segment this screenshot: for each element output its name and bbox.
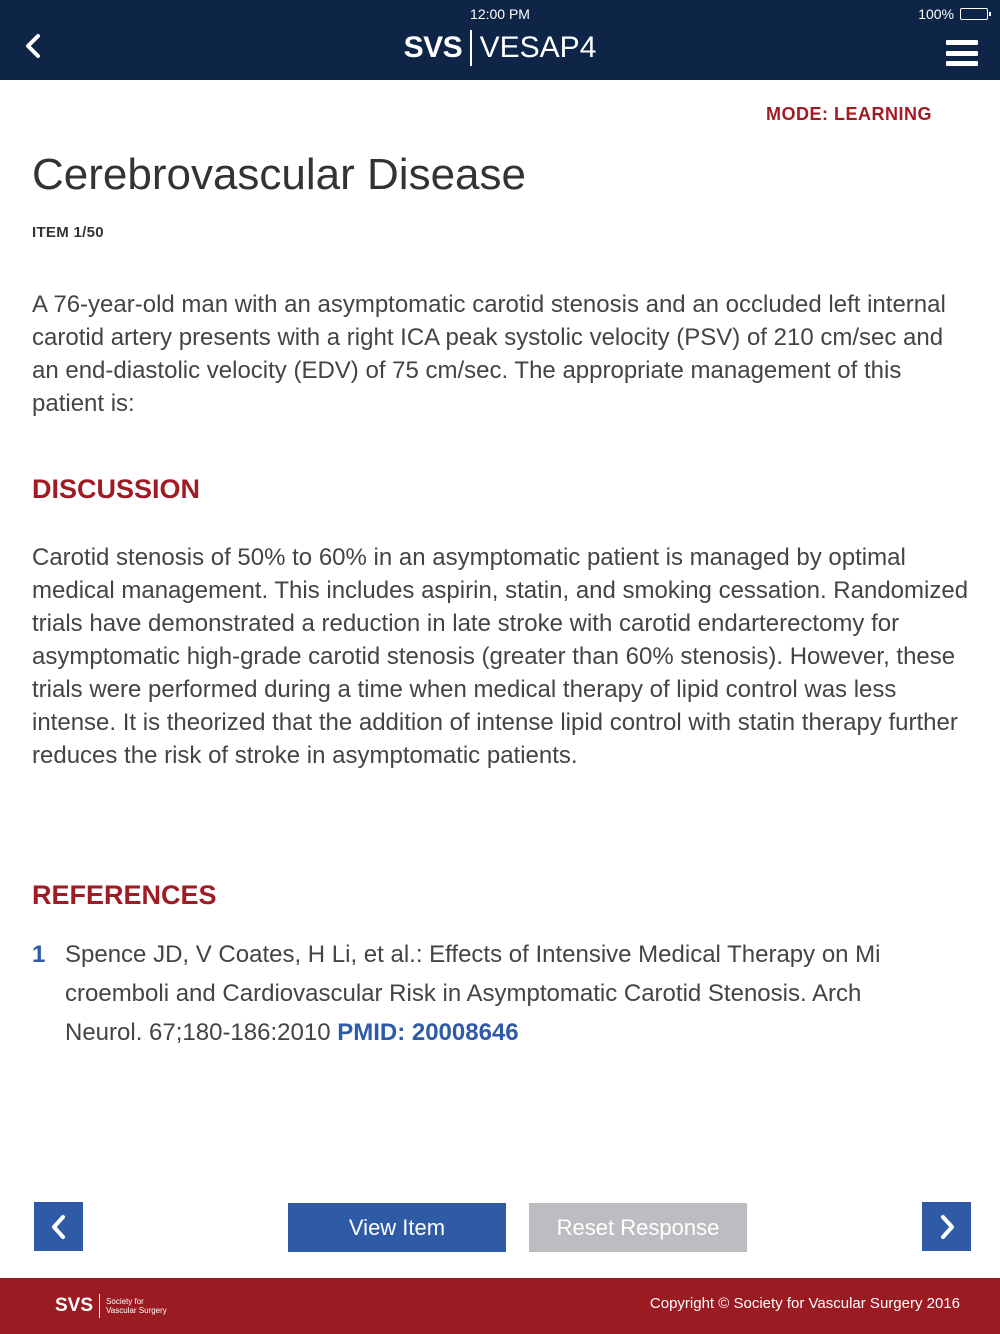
chevron-right-icon bbox=[936, 1214, 958, 1240]
question-text: A 76-year-old man with an asymptomatic carotid stenosis and an occluded left internal carotid artery presents with a right ICA peak systolic velocity (PSV) of 210 cm/sec and an end-diastolic velocity (EDV) of 75 cm/sec. The appropriate management of this patient is: bbox=[32, 291, 946, 417]
svs-logo bbox=[55, 1294, 167, 1318]
reference-number: 1 bbox=[32, 941, 46, 968]
status-battery bbox=[918, 6, 988, 22]
previous-item-button[interactable] bbox=[34, 1202, 83, 1251]
footer-logo-svs: SVS bbox=[55, 1295, 94, 1316]
menu-bar bbox=[946, 51, 978, 56]
references-heading: REFERENCES bbox=[32, 880, 217, 910]
mode-indicator: MODE: LEARNING bbox=[766, 104, 932, 124]
brand-app-name: VESAP4 bbox=[479, 31, 597, 64]
view-item-button[interactable]: View Item bbox=[288, 1203, 506, 1252]
reference-item bbox=[32, 935, 952, 1052]
brand-svs: SVS bbox=[403, 31, 463, 64]
chevron-left-icon bbox=[48, 1214, 70, 1240]
hamburger-menu-icon[interactable] bbox=[946, 40, 978, 66]
item-counter: ITEM 1/50 bbox=[32, 224, 104, 241]
reference-text bbox=[65, 935, 945, 1052]
brand-divider bbox=[470, 30, 472, 66]
footer-logo-line2: Vascular Surgery bbox=[106, 1306, 167, 1315]
top-navigation-bar bbox=[0, 0, 1000, 80]
footer-bar bbox=[0, 1278, 1000, 1334]
next-item-button[interactable] bbox=[922, 1202, 971, 1251]
footer-logo-divider bbox=[99, 1294, 100, 1318]
pmid-link[interactable]: PMID: 20008646 bbox=[337, 1019, 519, 1046]
menu-bar bbox=[946, 40, 978, 45]
page-title: Cerebrovascular Disease bbox=[32, 150, 526, 199]
footer-logo-society bbox=[106, 1297, 167, 1315]
menu-bar bbox=[946, 61, 978, 66]
copyright-text: Copyright © Society for Vascular Surgery 2016 bbox=[649, 1295, 960, 1312]
reference-citation: Spence JD, V Coates, H Li, et al.: Effects of Intensive Medical Therapy on Mi croemboli and Cardiovascular Risk in Asymptomatic Carotid Stenosis. Arch Neurol. 67;180-186:2010 bbox=[65, 941, 881, 1046]
footer-logo-line1: Society for bbox=[106, 1297, 144, 1306]
battery-percent: 100% bbox=[918, 6, 954, 22]
discussion-text: Carotid stenosis of 50% to 60% in an asymptomatic patient is managed by optimal medical management. This includes aspirin, statin, and smoking cessation. Randomized trials have demonstrated a reduction in late stroke with carotid endarterectomy for asymptomatic high-grade carotid stenosis (greater than 60% stenosis). However, these trials were performed during a time when medical therapy of lipid control was less intense. It is theorized that the addition of intense lipid control with statin therapy further reduces the risk of stroke in asymptomatic patients. bbox=[32, 544, 969, 769]
battery-icon bbox=[960, 8, 988, 20]
status-time: 12:00 PM bbox=[470, 6, 530, 22]
reset-response-button[interactable]: Reset Response bbox=[529, 1203, 747, 1252]
app-brand bbox=[0, 30, 1000, 66]
discussion-heading: DISCUSSION bbox=[32, 474, 201, 504]
